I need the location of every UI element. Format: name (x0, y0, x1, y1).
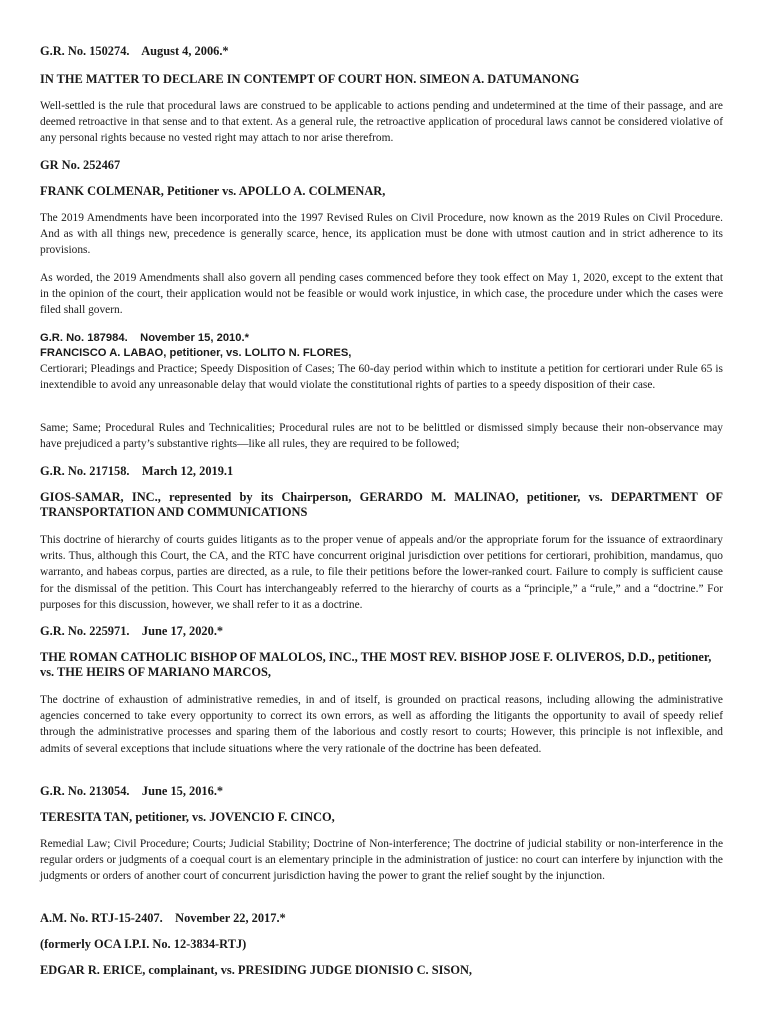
case-6-gr-number: G.R. No. 213054. June 15, 2016.* (40, 784, 224, 798)
case-7-title: EDGAR R. ERICE, complainant, vs. PRESIDING JUDGE DIONISIO C. SISON, (40, 963, 473, 977)
case-5-body: The doctrine of exhaustion of administrative remedies, in and of itself, is grounded on practical reasons, including allowing the administrative agencies concerned to take every opportunity to correct its own errors, as well as affording the litigants the opportunity to avail of speedy relief through the administrative processes and sparing them of the laborious and costly resort to courts; However, this principle is not inflexible, and admits of several exceptions that include situations where the very rationale of the doctrine has been defeated. (40, 694, 723, 755)
case-3-body-1: Certiorari; Pleadings and Practice; Speedy Disposition of Cases; The 60-day period within which to institute a petition for certiorari under Rule 65 is inextendible to avoid any unreasonable delay that would violate the constitutional rights of parties to a speedy disposition of their case. (40, 363, 723, 392)
case-1-title: IN THE MATTER TO DECLARE IN CONTEMPT OF COURT HON. SIMEON A. DATUMANONG (40, 72, 580, 86)
case-4-body: This doctrine of hierarchy of courts guides litigants as to the proper venue of appeals and/or the appropriate forum for the issuance of extraordinary writs. Thus, although this Court, the CA, and the RTC have concurrent original jurisdiction over petitions for certiorari, prohibition, mandamus, quo warranto, and habeas corpus, parties are directed, as a rule, to file their petitions before the lower-ranked court. Failure to comply is sufficient cause for the dismissal of the petition. This Court has interchangeably referred to the hierarchy of courts as a “principle,” a “rule,” and a “doctrine.” For purposes for this discussion, however, we shall refer to it as a doctrine. (40, 534, 723, 611)
case-3-body-2: Same; Same; Procedural Rules and Technicalities; Procedural rules are not to be belittled or dismissed simply because their non-observance may have prejudiced a party’s substantive rights—like all rules, they are required to be followed; (40, 422, 723, 451)
case-2-body-1: The 2019 Amendments have been incorporated into the 1997 Revised Rules on Civil Procedure, now known as the 2019 Rules on Civil Procedure. And as with all things new, precedence is generally scarce, hence, its application must be done with utmost caution and in strict adherence to its provisions. (40, 212, 723, 257)
case-3-title: FRANCISCO A. LABAO, petitioner, vs. LOLITO N. FLORES, (40, 347, 352, 359)
case-6-title: TERESITA TAN, petitioner, vs. JOVENCIO F. CINCO, (40, 810, 335, 824)
case-2-title: FRANK COLMENAR, Petitioner vs. APOLLO A. COLMENAR, (40, 184, 386, 198)
case-4-gr-number: G.R. No. 217158. March 12, 2019.1 (40, 464, 234, 478)
case-1-body: Well-settled is the rule that procedural laws are construed to be applicable to actions pending and undetermined at the time of their passage, and are deemed retroactive in that sense and to that extent. As a general rule, the retroactive application of procedural laws cannot be considered violative of any personal rights because no vested right may attach to nor arise therefrom. (40, 100, 723, 145)
case-3-gr-number: G.R. No. 187984. November 15, 2010.* (40, 332, 249, 344)
case-1-gr-number: G.R. No. 150274. August 4, 2006.* (40, 44, 229, 58)
case-7-am-number: A.M. No. RTJ-15-2407. November 22, 2017.* (40, 911, 286, 925)
case-6-body: Remedial Law; Civil Procedure; Courts; Judicial Stability; Doctrine of Non-interference; The doctrine of judicial stability or non-interference in the regular orders or judgments of a coequal court is an elementary principle in the administration of justice: no court can interfere by injunction with the judgments or orders of another court of concurrent jurisdiction having the power to grant the relief sought by the injunction. (40, 838, 723, 883)
case-2-gr-number: GR No. 252467 (40, 158, 121, 172)
case-4-title: GIOS-SAMAR, INC., represented by its Chairperson, GERARDO M. MALINAO, petitioner, vs. DEPARTMENT OF TRANSPORTATION AND COMMUNICATIONS (40, 490, 723, 519)
case-2-body-2: As worded, the 2019 Amendments shall also govern all pending cases commenced before they took effect on May 1, 2020, except to the extent that in the opinion of the court, their application would not be feasible or would work injustice, in which case, the procedure under which the cases were filed shall govern. (40, 272, 723, 317)
case-5-title: THE ROMAN CATHOLIC BISHOP OF MALOLOS, INC., THE MOST REV. BISHOP JOSE F. OLIVEROS, D.D., petitioner, vs. THE HEIRS OF MARIANO MARCOS, (40, 650, 712, 679)
case-7-subtitle: (formerly OCA I.P.I. No. 12-3834-RTJ) (40, 937, 247, 951)
case-5-gr-number: G.R. No. 225971. June 17, 2020.* (40, 624, 224, 638)
